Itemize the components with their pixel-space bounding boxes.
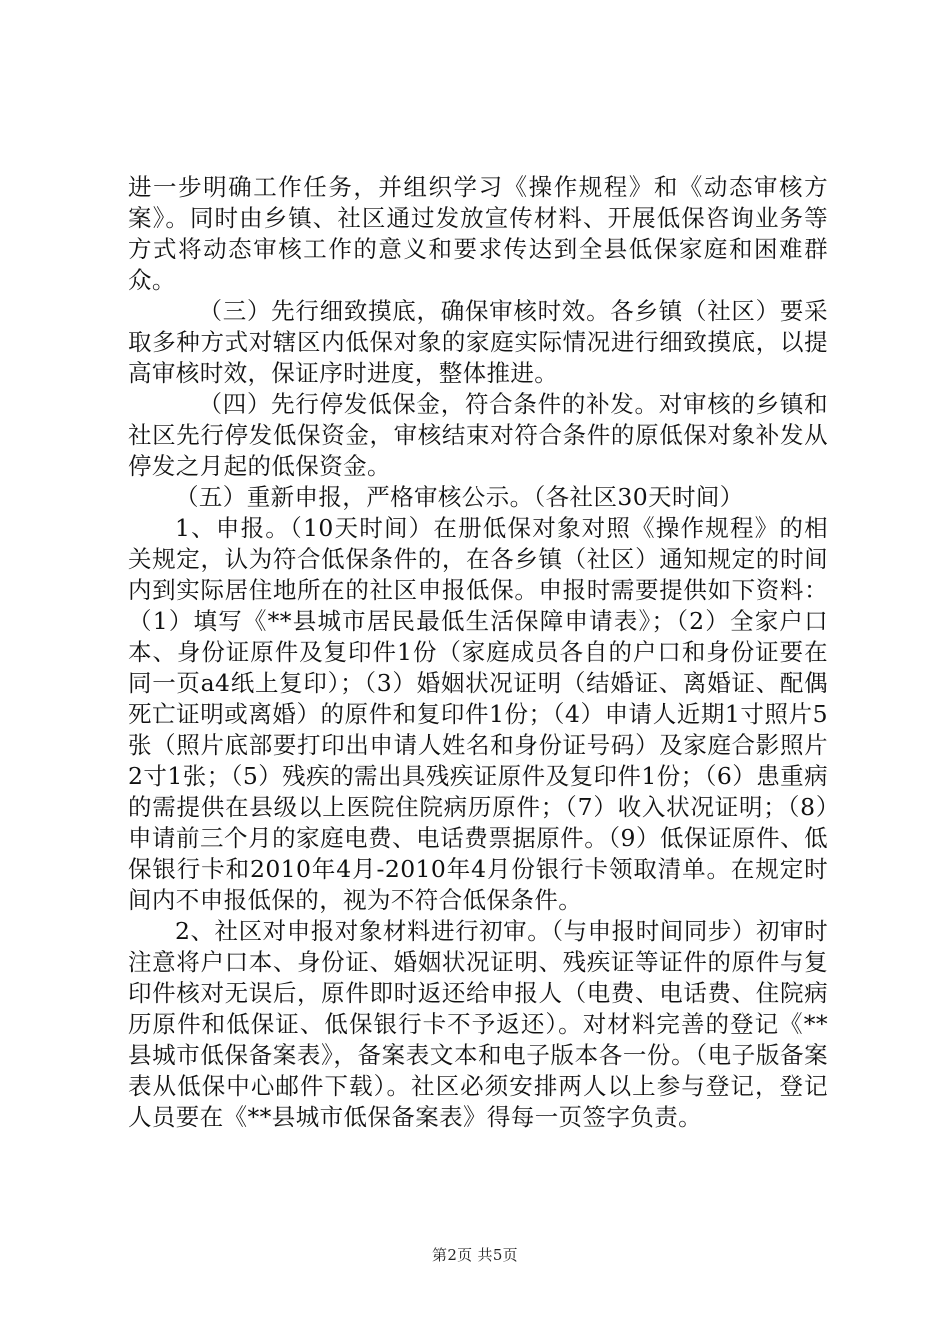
paragraph-continuation: 进一步明确工作任务，并组织学习《操作规程》和《动态审核方案》。同时由乡镇、社区通过发放宣传材料、开展低保咨询业务等方式将动态审核工作的意义和要求传达到全县低保家庭和困难群众。 (128, 173, 828, 294)
paragraph-item-1-application: 1、申报。（10天时间）在册低保对象对照《操作规程》的相关规定，认为符合低保条件的，在各乡镇（社区）通知规定的时间内到实际居住地所在的社区申报低保。申报时需要提供如下资料：（1）填写《**县城市居民最低生活保障申请表》；（2）全家户口本、身份证原件及复印件1份（家庭成员各自的户口和身份证要在同一页a4纸上复印）；（3）婚姻状况证明（结婚证、离婚证、配偶死亡证明或离婚）的原件和复印件1份；（4）申请人近期1寸照片5张（照片底部要打印出申请人姓名和身份证号码）及家庭合影照片2寸1张；（5）残疾的需出具残疾证原件及复印件1份；（6）患重病的需提供在县级以上医院住院病历原件；（7）收入状况证明；（8）申请前三个月的家庭电费、电话费票据原件。（9）低保证原件、低保银行卡和2010年4月-2010年4月份银行卡领取清单。在规定时间内不申报低保的，视为不符合低保条件。 (128, 514, 828, 914)
document-body (128, 172, 828, 1133)
page-number-footer: 第2页 共5页 (432, 1246, 518, 1264)
paragraph-item-2-preliminary-review: 2、社区对申报对象材料进行初审。（与申报时间同步）初审时注意将户口本、身份证、婚姻状况证明、残疾证等证件的原件与复印件核对无误后，原件即时返还给申报人（电费、电话费、住院病历原件和低保证、低保银行卡不予返还）。对材料完善的登记《**县城市低保备案表》，备案表文本和电子版本各一份。（电子版备案表从低保中心邮件下载）。社区必须安排两人以上参与登记，登记人员要在《**县城市低保备案表》得每一页签字负责。 (128, 917, 828, 1131)
paragraph-section-4: （四）先行停发低保金，符合条件的补发。对审核的乡镇和社区先行停发低保资金，审核结束对符合条件的原低保对象补发从停发之月起的低保资金。 (128, 390, 828, 480)
paragraph-section-5: （五）重新申报，严格审核公示。（各社区30天时间） (175, 483, 744, 511)
paragraph-section-3: （三）先行细致摸底，确保审核时效。各乡镇（社区）要采取多种方式对辖区内低保对象的家庭实际情况进行细致摸底，以提高审核时效，保证序时进度，整体推进。 (128, 297, 828, 387)
